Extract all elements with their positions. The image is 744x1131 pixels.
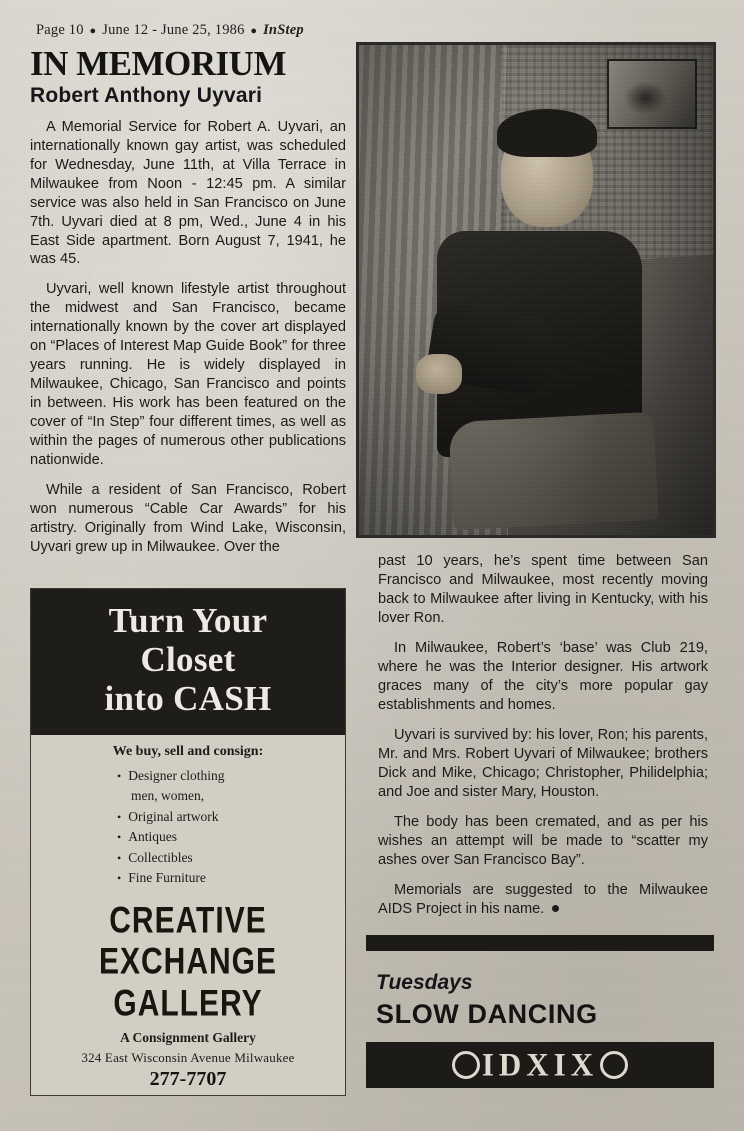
folio-page-number: Page 10 — [36, 22, 84, 38]
ad-list-item-sub: men, women, — [131, 788, 205, 804]
ad-logo-line-3: GALLERY — [113, 983, 263, 1024]
ad-day-label: Tuesdays — [376, 971, 473, 994]
article-paragraph: In Milwaukee, Robert’s ‘base’ was Club 219, where he was the Interior designer. His artwork graces many of the city’s more popular gay establishments and homes. — [378, 639, 708, 713]
advertisement-creative-exchange[interactable] — [30, 588, 346, 1096]
folio-dates: June 12 - June 25, 1986 — [102, 22, 245, 38]
ad-headline-block — [31, 589, 345, 735]
ad-list-item: • Designer clothing — [117, 766, 345, 787]
ad-logo-line-2: EXCHANGE — [98, 941, 278, 983]
ad-headline-line-2: Closet — [140, 640, 236, 680]
ad-list-item: • Fine Furniture — [117, 868, 345, 889]
ad-logo-creative-exchange-gallery — [31, 900, 345, 1024]
article-paragraph: A Memorial Service for Robert A. Uyvari, an internationally known gay artist, was scheduled for Wednesday, June 11th, at Villa Terrace in Milwaukee from Noon - 12:45 pm. A similar service was also held in San Francisco on June 7th. Uyvari died at 8 pm, Wed., June 4 in his East Side apartment. Born August 7, 1941, he was 45. — [30, 118, 346, 268]
ad-event-label: SLOW DANCING — [376, 999, 598, 1029]
ad-logo-line-1: CREATIVE — [109, 900, 267, 941]
folio-bullet-icon-2: ● — [250, 24, 258, 37]
article-right-column — [378, 552, 708, 929]
ad-headline-line-1: Turn Your — [108, 601, 268, 640]
article-paragraph: While a resident of San Francisco, Robert won numerous “Cable Car Awards” for his artistry. Originally from Wind Lake, Wisconsin, Uyvari grew up in Milwaukee. Over the — [30, 482, 346, 556]
article-paragraph: The body has been cremated, and as per his wishes an attempt will be made to “scatter my ashes over San Francisco Bay”. — [378, 813, 708, 868]
article-paragraph-text: Memorials are suggested to the Milwaukee AIDS Project in his name. — [378, 881, 708, 917]
article-headline: IN MEMORIUM — [30, 44, 286, 83]
advertisement-club[interactable] — [366, 935, 714, 1088]
ad-club-logo-bar — [366, 1042, 714, 1088]
ad-headline-line-3: into CASH — [104, 679, 272, 719]
article-paragraph-final — [378, 881, 708, 919]
portrait-photograph — [356, 42, 716, 538]
ad-address: 324 East Wisconsin Avenue Milwaukee — [81, 1050, 295, 1066]
logo-circle-left-icon — [452, 1051, 480, 1079]
logo-circle-right-icon — [600, 1051, 628, 1079]
page-folio — [36, 22, 304, 39]
article-paragraph: Uyvari, well known lifestyle artist throughout the midwest and San Francisco, became internationally known by the cover art displayed on “Places of Interest Map Guide Book” for three years running. He is widely displayed in Milwaukee, Chicago, San Francisco and points in between. His work has been featured on the cover of “In Step” four different times, as well as within the pages of numerous other publications nationwide. — [30, 281, 346, 469]
ad-subhead: We buy, sell and consign: — [112, 743, 264, 759]
article-paragraph: past 10 years, he’s spent time between San Francisco and Milwaukee, most recently moving back to Milwaukee after living in Kentucky, with his lover Ron. — [378, 553, 708, 626]
article-left-column — [30, 46, 346, 568]
folio-bullet-icon: ● — [89, 24, 97, 37]
end-of-article-mark — [552, 905, 559, 912]
article-paragraph: Uyvari is survived by: his lover, Ron; his parents, Mr. and Mrs. Robert Uyvari of Milwaukee; brothers Dick and Mike, Chicago; Christopher, Philidelphia; and Joe and sister Mary, Houston. — [378, 726, 708, 800]
ad-rule-bar — [366, 935, 714, 951]
article-body-left — [30, 118, 346, 557]
ad-tagline: A Consignment Gallery — [120, 1030, 256, 1046]
ad-list-item: • Collectibles — [117, 848, 345, 869]
ad-club-logo-text: IDXIX — [481, 1046, 599, 1083]
photo-halftone-grain — [359, 45, 713, 535]
ad-list-item: • Antiques — [117, 827, 345, 848]
ad-phone-number[interactable]: 277-7707 — [149, 1068, 227, 1091]
ad-service-list — [117, 766, 345, 889]
ad-list-item: • Original artwork — [117, 807, 345, 828]
folio-masthead: InStep — [263, 22, 304, 38]
article-subhead: Robert Anthony Uyvari — [30, 83, 263, 107]
